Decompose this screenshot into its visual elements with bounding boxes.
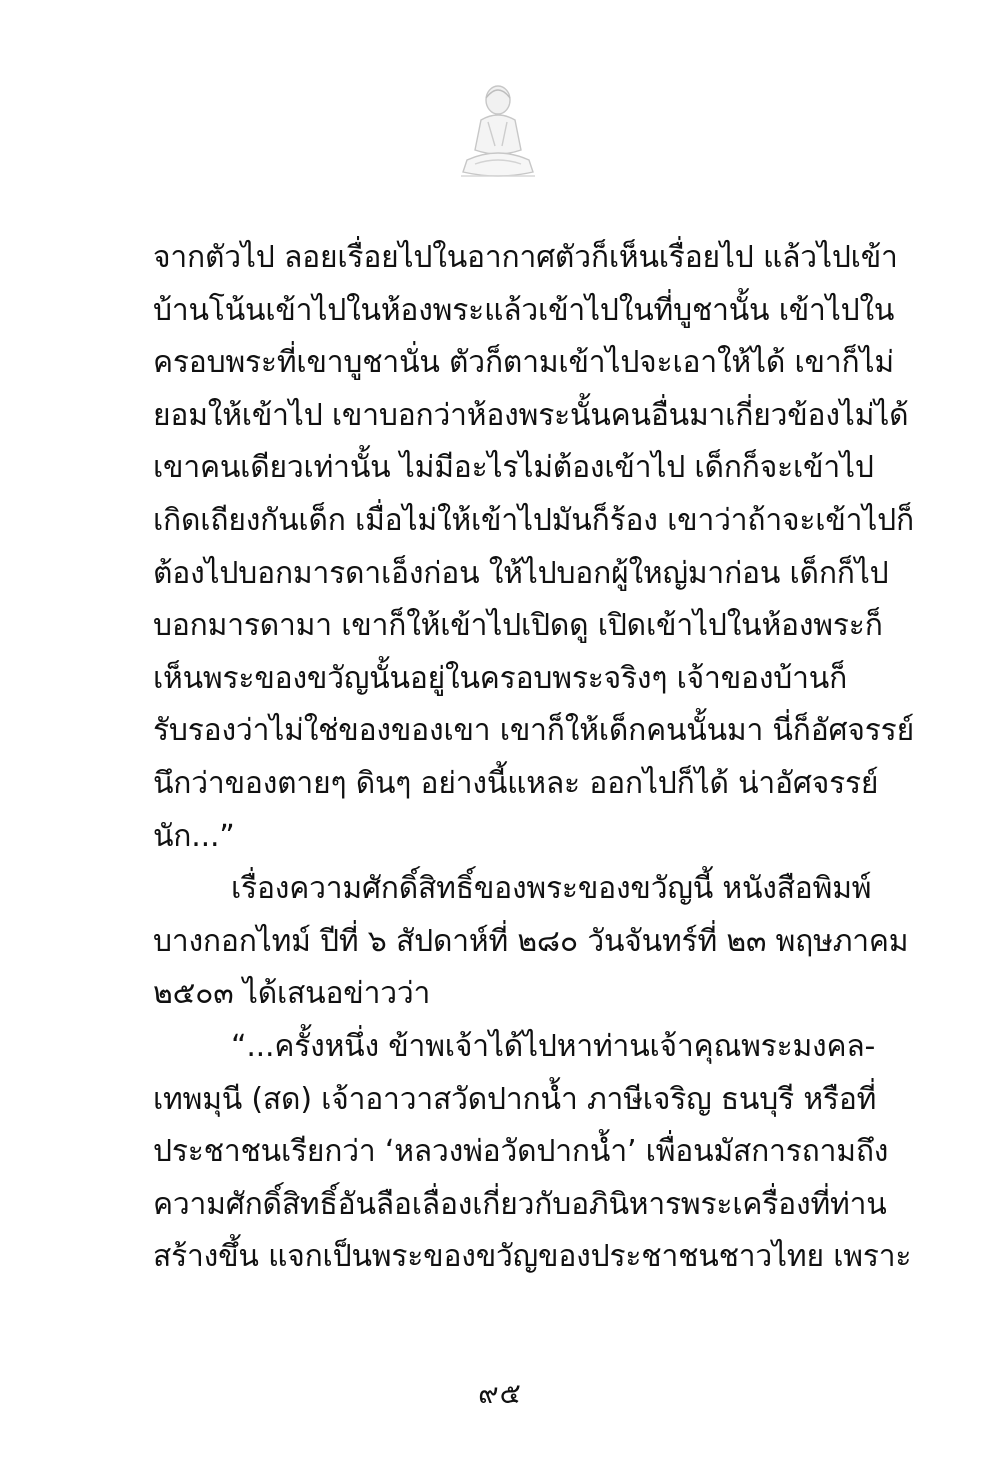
- text-line: จากตัวไป ลอยเรื่อยไปในอากาศตัวก็เห็นเรื่อยไป แล้วไปเข้า: [153, 240, 898, 275]
- text-line: สร้างขึ้น แจกเป็นพระของขวัญของประชาชนชาวไทย เพราะ: [153, 1239, 912, 1275]
- text-line: นัก...”: [153, 818, 235, 854]
- text-line: ความศักดิ์สิทธิ์อันลือเลื่องเกี่ยวกับอภินิหารพระเครื่องที่ท่าน: [153, 1186, 887, 1222]
- text-line: เกิดเถียงกันเด็ก เมื่อไม่ให้เข้าไปมันก็ร้อง เขาว่าถ้าจะเข้าไปก็: [153, 502, 914, 538]
- page-number: ๙๕: [478, 1377, 522, 1410]
- text-line: ประชาชนเรียกว่า ‘หลวงพ่อวัดปากน้ำ’ เพื่อนมัสการถามถึง: [153, 1134, 889, 1170]
- text-line: “...ครั้งหนึ่ง ข้าพเจ้าได้ไปหาท่านเจ้าคุณพระมงคล-: [231, 1028, 876, 1064]
- text-line: ยอมให้เข้าไป เขาบอกว่าห้องพระนั้นคนอื่นมาเกี่ยวข้องไม่ได้: [153, 397, 909, 433]
- text-line: ๒๕๐๓ ได้เสนอข่าวว่า: [153, 976, 431, 1012]
- text-line: เขาคนเดียวเท่านั้น ไม่มีอะไรไม่ต้องเข้าไป เด็กก็จะเข้าไป: [153, 450, 874, 486]
- text-line: ต้องไปบอกมารดาเอ็งก่อน ให้ไปบอกผู้ใหญ่มาก่อน เด็กก็ไป: [153, 555, 889, 591]
- text-line: นึกว่าของตายๆ ดินๆ อย่างนี้แหละ ออกไปก็ได้ น่าอัศจรรย์: [153, 765, 879, 801]
- text-line: เห็นพระของขวัญนั้นอยู่ในครอบพระจริงๆ เจ้าของบ้านก็: [153, 660, 848, 696]
- body-text: [153, 232, 914, 1284]
- text-line: รับรองว่าไม่ใช่ของของเขา เขาก็ให้เด็กคนนั้นมา นี่ก็อัศจรรย์: [153, 713, 914, 749]
- seated-monk-emblem-icon: [455, 72, 541, 184]
- text-line: บางกอกไทม์ ปีที่ ๖ สัปดาห์ที่ ๒๘๐ วันจันทร์ที่ ๒๓ พฤษภาคม: [153, 923, 909, 959]
- text-line: เรื่องความศักดิ์สิทธิ์ของพระของขวัญนี้ หนังสือพิมพ์: [231, 871, 872, 907]
- text-line: ครอบพระที่เขาบูชานั่น ตัวก็ตามเข้าไปจะเอาให้ได้ เขาก็ไม่: [153, 345, 894, 381]
- text-line: เทพมุนี (สด) เจ้าอาวาสวัดปากน้ำ ภาษีเจริญ ธนบุรี หรือที่: [153, 1081, 877, 1117]
- text-line: บ้านโน้นเข้าไปในห้องพระแล้วเข้าไปในที่บูชานั้น เข้าไปใน: [153, 292, 895, 328]
- text-line: บอกมารดามา เขาก็ให้เข้าไปเปิดดู เปิดเข้าไปในห้องพระก็: [153, 608, 883, 644]
